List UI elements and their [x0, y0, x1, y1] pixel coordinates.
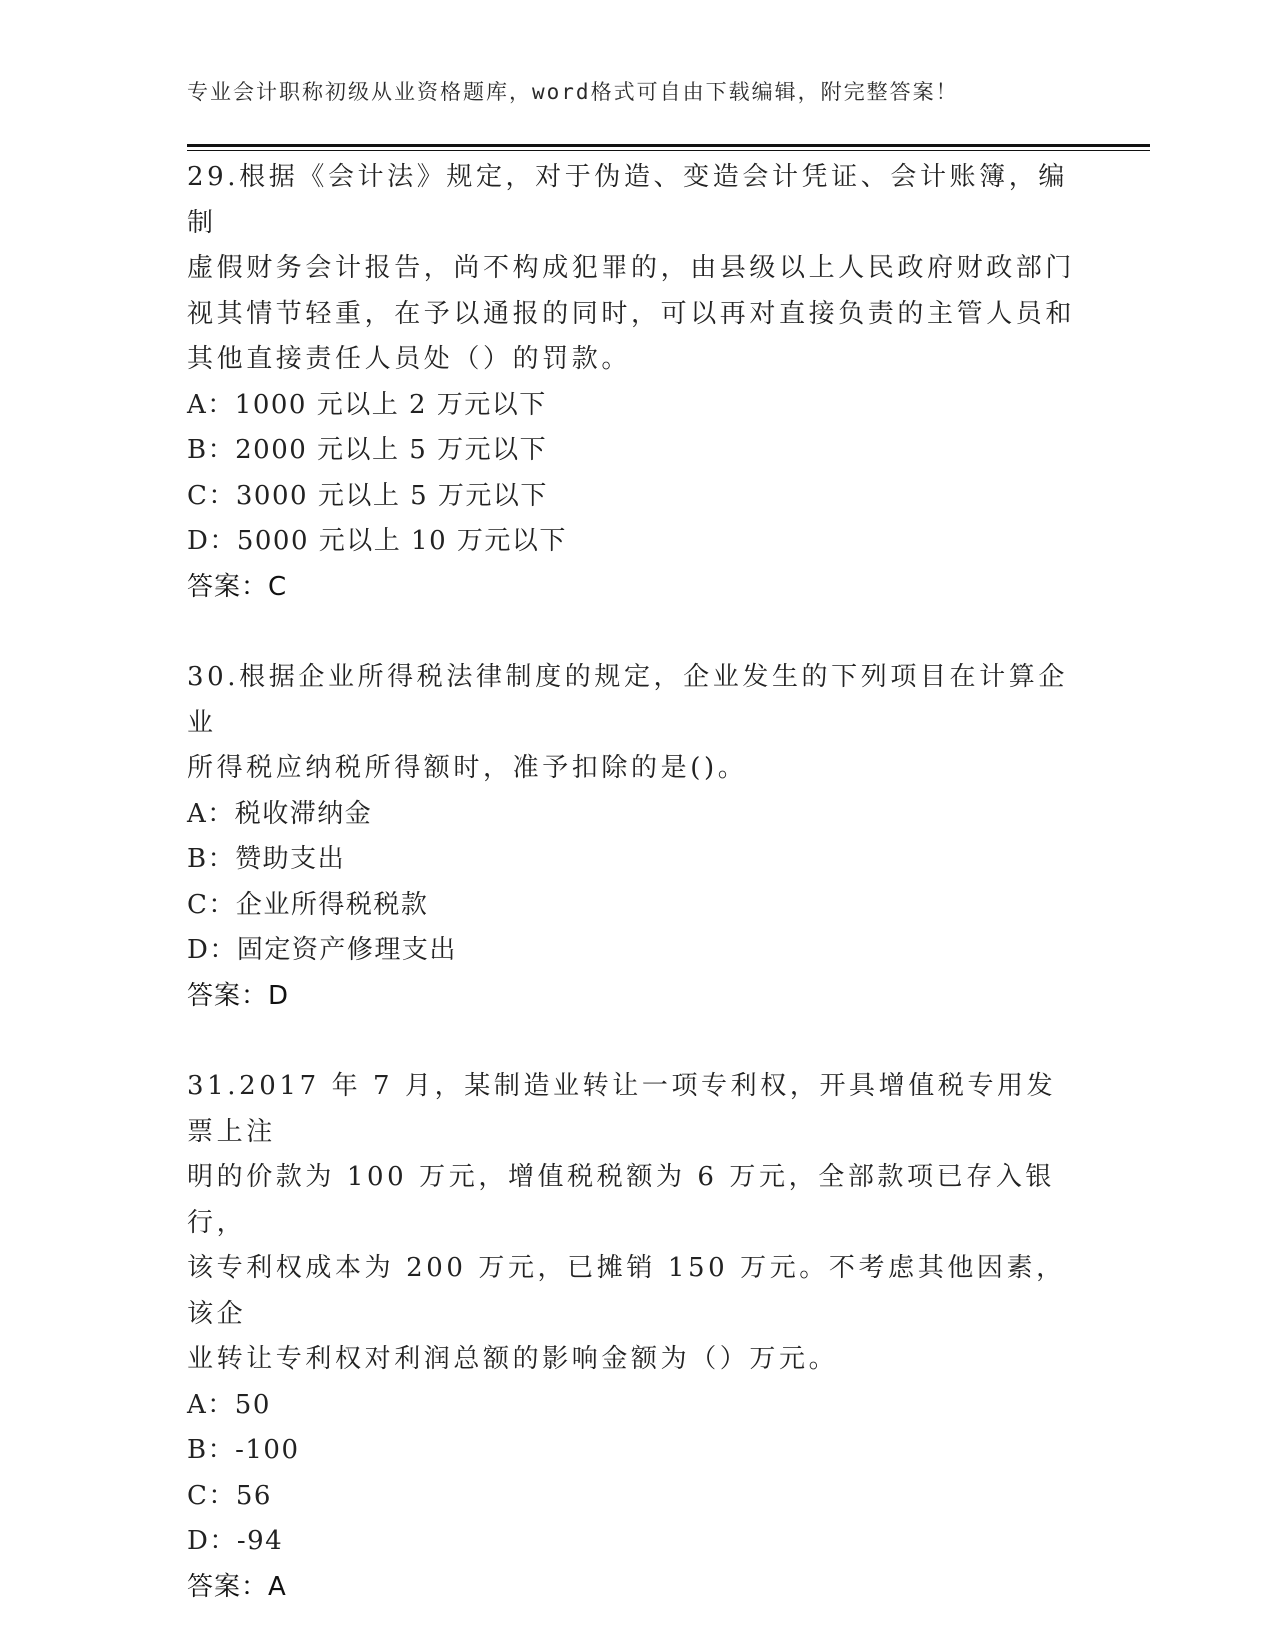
option-a: A：1000 元以上 2 万元以下	[187, 389, 547, 420]
option-c: C：3000 元以上 5 万元以下	[187, 480, 548, 511]
question-stem	[187, 1064, 1077, 1383]
question-stem	[187, 155, 1077, 383]
stem-line: 明的价款为 100 万元，增值税税额为 6 万元，全部款项已存入银行，	[187, 1162, 1056, 1238]
header-rule-thin	[187, 150, 1150, 151]
stem-line: 30.根据企业所得税法律制度的规定，企业发生的下列项目在计算企业	[187, 662, 1068, 738]
stem-line: 业转让专利权对利润总额的影响金额为（）万元。	[187, 1344, 839, 1374]
option-d: D：固定资产修理支出	[187, 935, 457, 965]
question-stem	[187, 655, 1077, 792]
stem-line: 29.根据《会计法》规定，对于伪造、变造会计凭证、会计账簿，编制	[187, 162, 1068, 238]
question-29	[187, 155, 1087, 610]
option-b: B：-100	[187, 1435, 300, 1465]
option-b: B：2000 元以上 5 万元以下	[187, 435, 548, 465]
stem-line: 该专利权成本为 200 万元，已摊销 150 万元。不考虑其他因素，该企	[187, 1253, 1066, 1329]
question-30	[187, 655, 1087, 1019]
option-d: D：5000 元以上 10 万元以下	[187, 526, 567, 556]
question-31	[187, 1064, 1087, 1610]
question-list	[187, 155, 1087, 1610]
stem-line: 其他直接责任人员处（）的罚款。	[187, 344, 632, 374]
spacer	[187, 1019, 1087, 1064]
answer-text: 答案：C	[187, 571, 288, 602]
spacer	[187, 610, 1087, 655]
stem-line: 31.2017 年 7 月，某制造业转让一项专利权，开具增值税专用发票上注	[187, 1071, 1057, 1147]
header-rule-thick	[187, 144, 1150, 147]
page-header: 专业会计职称初级从业资格题库，word格式可自由下载编辑，附完整答案！	[187, 80, 959, 104]
option-c: C：56	[187, 1480, 272, 1511]
option-a: A：税收滞纳金	[187, 798, 373, 829]
option-d: D：-94	[187, 1526, 284, 1556]
stem-line: 视其情节轻重，在予以通报的同时，可以再对直接负责的主管人员和	[187, 298, 1076, 329]
option-a: A：50	[187, 1389, 271, 1420]
stem-line: 虚假财务会计报告，尚不构成犯罪的，由县级以上人民政府财政部门	[187, 253, 1076, 283]
answer-text: 答案：A	[187, 1571, 287, 1602]
option-b: B：赞助支出	[187, 844, 346, 874]
option-c: C：企业所得税税款	[187, 889, 429, 920]
stem-line: 所得税应纳税所得额时，准予扣除的是()。	[187, 753, 748, 783]
answer-text: 答案：D	[187, 980, 290, 1011]
